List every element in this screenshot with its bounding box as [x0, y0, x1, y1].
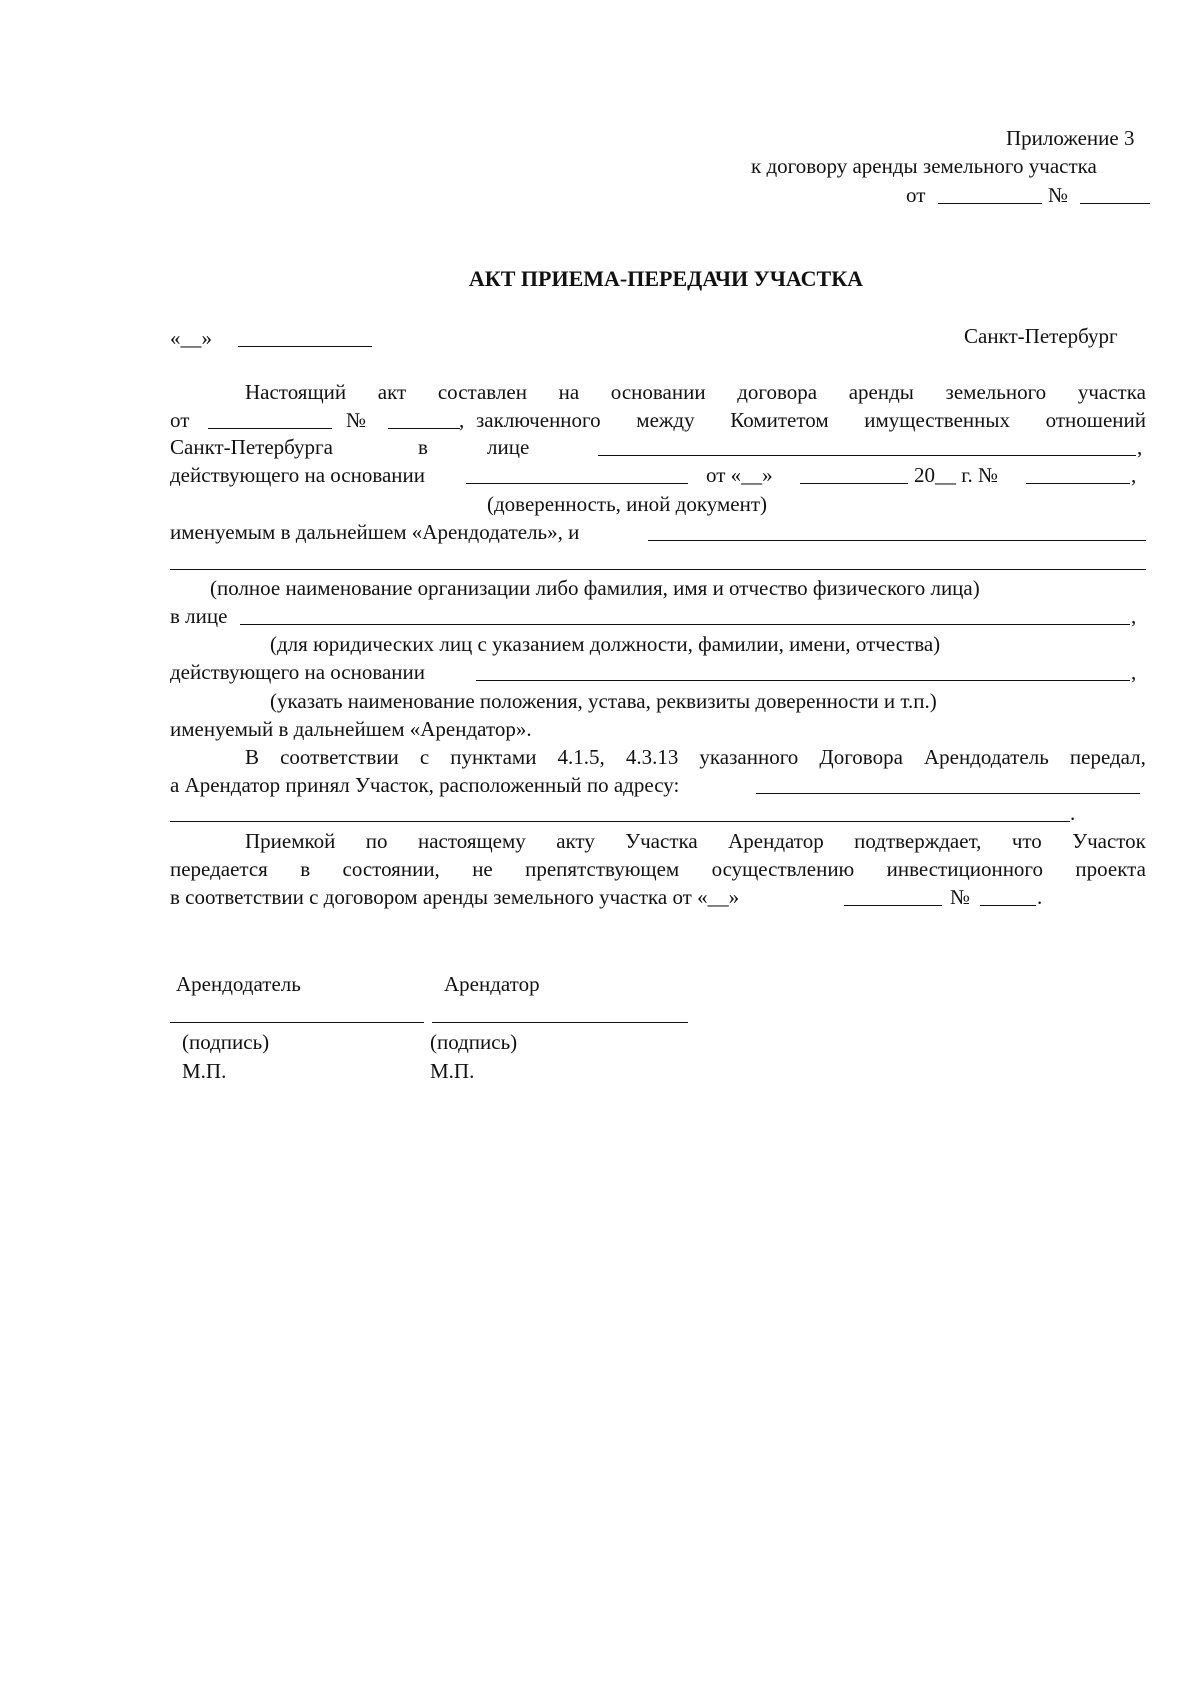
hint-charter: (указать наименование положения, устава, реквизиты доверенности и т.п.)	[270, 689, 937, 713]
l14-word: 4.1.5,	[557, 745, 605, 769]
l4-comma: ,	[1131, 463, 1137, 487]
l18-word: состоянии,	[342, 857, 440, 881]
l4-acting: действующего на основании	[170, 463, 426, 487]
lessor-signature-line	[170, 1022, 424, 1023]
acceptance-line1	[245, 831, 1146, 852]
lessor-label: Арендодатель	[176, 972, 301, 996]
p1-word: аренды	[848, 380, 914, 404]
p1-word: договора	[737, 380, 818, 404]
l17-word: акту	[556, 829, 595, 853]
l2-from: от	[170, 408, 190, 432]
l18-word: осуществлению	[711, 857, 855, 881]
p1-word: акт	[377, 380, 407, 404]
lessee-basis-blank	[476, 680, 1130, 681]
l14-word: указанного	[699, 745, 799, 769]
l14-word: Арендодатель	[923, 745, 1049, 769]
lessor-signature-hint: (подпись)	[182, 1030, 270, 1054]
l17-word: по	[365, 829, 388, 853]
appendix-date-blank	[938, 203, 1042, 204]
appendix-line2: к договору аренды земельного участка	[751, 154, 1097, 178]
contract-ref-number-blank	[980, 905, 1036, 906]
l4-from: от «__»	[706, 463, 773, 487]
p1-word: основании	[610, 380, 706, 404]
l2-num: №	[346, 408, 367, 432]
l18-word: инвестиционного	[886, 857, 1044, 881]
l19-num: №	[950, 885, 971, 909]
lessee-rep-blank	[240, 624, 1130, 625]
l18-word: проекта	[1075, 857, 1146, 881]
p1-word: земельного	[945, 380, 1047, 404]
l11-comma: ,	[1131, 660, 1137, 684]
date-quote: «__»	[170, 326, 212, 350]
l11-acting: действующего на основании	[170, 660, 426, 684]
hint-fullname: (полное наименование организации либо фамилия, имя и отчество физического лица)	[210, 576, 980, 600]
lessor-basis-blank	[466, 483, 688, 484]
p1-word: Настоящий	[245, 380, 347, 404]
l14-word: В	[245, 745, 260, 769]
l14-word: с	[419, 745, 430, 769]
p1-word: составлен	[437, 380, 527, 404]
l6-named: именуемым в дальнейшем «Арендодатель», и	[170, 520, 580, 544]
appendix-number-blank	[1080, 203, 1150, 204]
l17-word: Арендатор	[728, 829, 824, 853]
acceptance-line2	[170, 859, 1146, 880]
l18-word: не	[472, 857, 493, 881]
l3-v: в	[418, 435, 428, 459]
l13-named: именуемый в дальнейшем «Арендатор».	[170, 717, 532, 741]
contract-date-blank	[208, 428, 332, 429]
l9-comma: ,	[1131, 604, 1137, 628]
l17-word: настоящему	[417, 829, 526, 853]
date-blank	[238, 346, 372, 347]
l9-face: в лице	[170, 604, 228, 628]
transfer-line1	[245, 747, 1146, 768]
l14-word: 4.3.13	[625, 745, 679, 769]
lessor-seal: М.П.	[182, 1059, 227, 1083]
paragraph1-line1	[245, 382, 1146, 403]
lessee-name-blank-1	[648, 540, 1146, 541]
l17-word: подтверждает,	[854, 829, 982, 853]
l17-word: Участка	[625, 829, 698, 853]
lessor-basis-date-blank	[800, 483, 908, 484]
address-blank-2	[170, 821, 1070, 822]
l2-comma: ,	[459, 408, 465, 432]
address-blank-1	[756, 793, 1140, 794]
l15-text: а Арендатор принял Участок, расположенный по адресу:	[170, 773, 680, 797]
lessor-rep-blank	[598, 455, 1136, 456]
l19-text: в соответствии с договором аренды земельного участка от «__»	[170, 885, 740, 909]
l14-word: пунктами	[450, 745, 537, 769]
lessee-name-blank-2	[170, 569, 1146, 570]
l18-word: в	[300, 857, 311, 881]
p1-word: участка	[1077, 380, 1146, 404]
contract-ref-date-blank	[844, 905, 942, 906]
address-period: .	[1070, 801, 1076, 825]
hint-document: (доверенность, иной документ)	[487, 492, 767, 516]
lessee-seal: М.П.	[430, 1059, 475, 1083]
document-title: АКТ ПРИЕМА-ПЕРЕДАЧИ УЧАСТКА	[468, 266, 864, 291]
l17-word: Приемкой	[245, 829, 336, 853]
l18-word: передается	[170, 857, 268, 881]
l18-word: препятствующем	[525, 857, 680, 881]
l17-word: Участок	[1072, 829, 1146, 853]
contract-number-blank	[388, 428, 460, 429]
l2-text: заключенного между Комитетом имущественных отношений	[476, 408, 1146, 432]
city: Санкт-Петербург	[964, 324, 1118, 348]
l3-face: лице	[487, 435, 530, 459]
appendix-line1: Приложение 3	[1006, 126, 1135, 150]
l14-word: передал,	[1069, 745, 1146, 769]
l3-spb: Санкт-Петербурга	[170, 435, 333, 459]
appendix-num-label: №	[1048, 183, 1069, 207]
l14-word: Договора	[819, 745, 903, 769]
appendix-from-label: от	[906, 183, 926, 207]
l14-word: соответствии	[280, 745, 399, 769]
p1-word: на	[558, 380, 580, 404]
l3-comma: ,	[1137, 435, 1143, 459]
hint-position: (для юридических лиц с указанием должности, фамилии, имени, отчества)	[270, 632, 941, 656]
l4-year: 20__ г. №	[914, 463, 999, 487]
l17-word: что	[1011, 829, 1042, 853]
lessee-signature-line	[432, 1022, 688, 1023]
lessee-signature-hint: (подпись)	[430, 1030, 518, 1054]
lessee-label: Арендатор	[444, 972, 540, 996]
l19-end: .	[1037, 885, 1043, 909]
lessor-basis-number-blank	[1026, 483, 1130, 484]
